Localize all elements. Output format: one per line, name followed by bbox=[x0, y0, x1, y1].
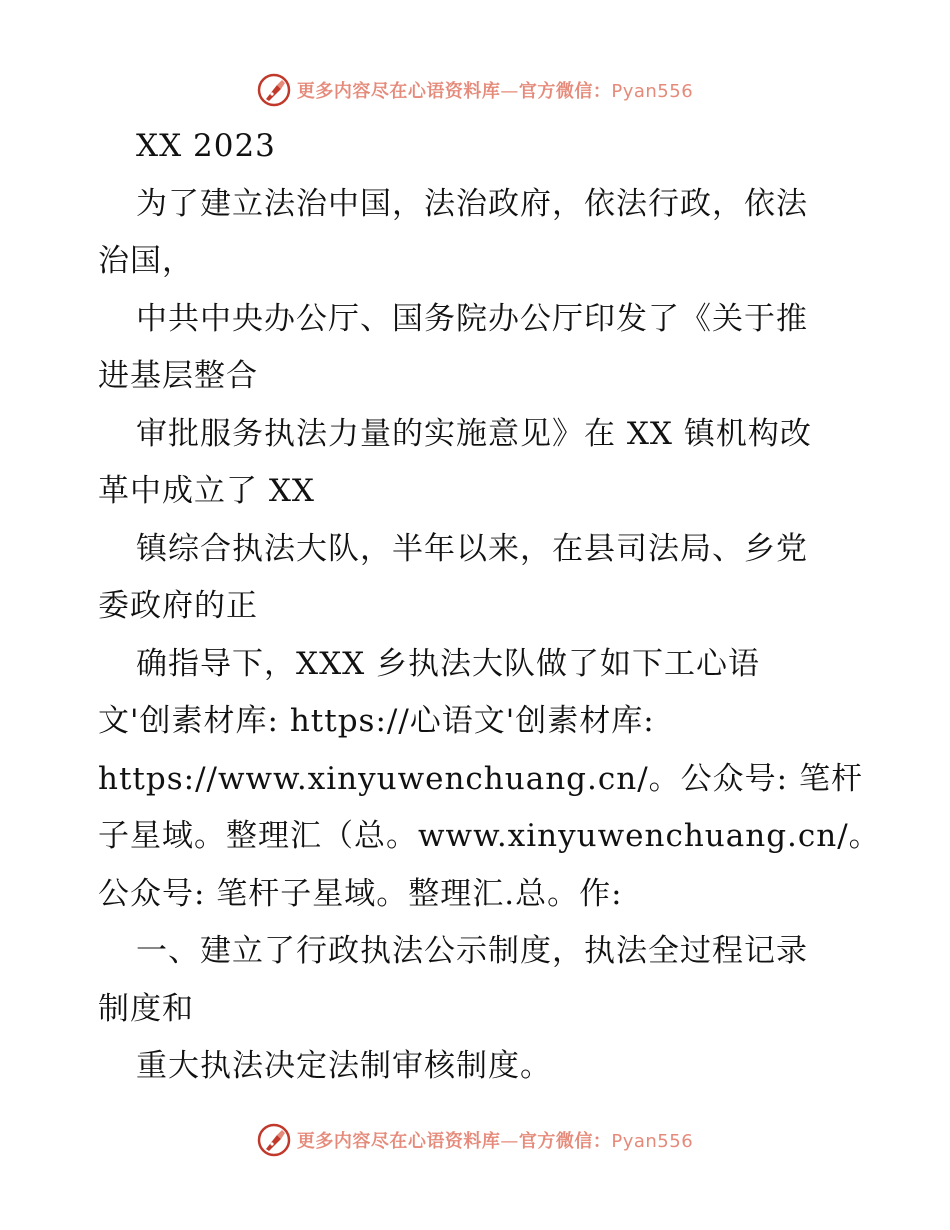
doc-line: 制度和 bbox=[98, 990, 194, 1027]
doc-line: 审批服务执法力量的实施意见》在 XX 镇机构改 bbox=[136, 415, 812, 452]
header-watermark bbox=[0, 70, 950, 110]
doc-line: 治国， bbox=[98, 243, 194, 279]
doc-line: 革中成立了 XX bbox=[98, 473, 315, 509]
doc-line: 一、建立了行政执法公示制度，执法全过程记录 bbox=[136, 933, 808, 969]
doc-line: https://www.xinyuwenchuang.cn/。公众号: 笔杆 bbox=[98, 760, 863, 797]
doc-line: 子星域。整理汇（总。www.xinyuwenchuang.cn/。 bbox=[98, 818, 881, 854]
doc-line: 委政府的正 bbox=[98, 588, 258, 624]
pen-nib-logo-icon bbox=[257, 73, 291, 107]
doc-line: 公众号: 笔杆子星域。整理汇.总。作: bbox=[98, 875, 623, 912]
document-body bbox=[98, 118, 881, 1096]
doc-line: 为了建立法治中国，法治政府，依法行政，依法 bbox=[136, 185, 808, 222]
pen-nib-logo-icon bbox=[257, 1123, 291, 1157]
doc-line: 进基层整合 bbox=[98, 358, 258, 394]
doc-line: XX 2023 bbox=[136, 128, 276, 164]
doc-line: 确指导下，XXX 乡执法大队做了如下工心语 bbox=[136, 645, 761, 682]
watermark-text: 更多内容尽在心语资料库—官方微信：Pyan556 bbox=[296, 1131, 694, 1152]
doc-line: 文'创素材库: https://心语文'创素材库: bbox=[98, 703, 655, 739]
doc-line: 镇综合执法大队，半年以来，在县司法局、乡党 bbox=[136, 530, 808, 567]
footer-watermark bbox=[0, 1120, 950, 1160]
doc-line: 重大执法决定法制审核制度。 bbox=[136, 1048, 552, 1084]
watermark-text: 更多内容尽在心语资料库—官方微信：Pyan556 bbox=[296, 81, 694, 102]
doc-line: 中共中央办公厅、国务院办公厅印发了《关于推 bbox=[136, 300, 808, 337]
